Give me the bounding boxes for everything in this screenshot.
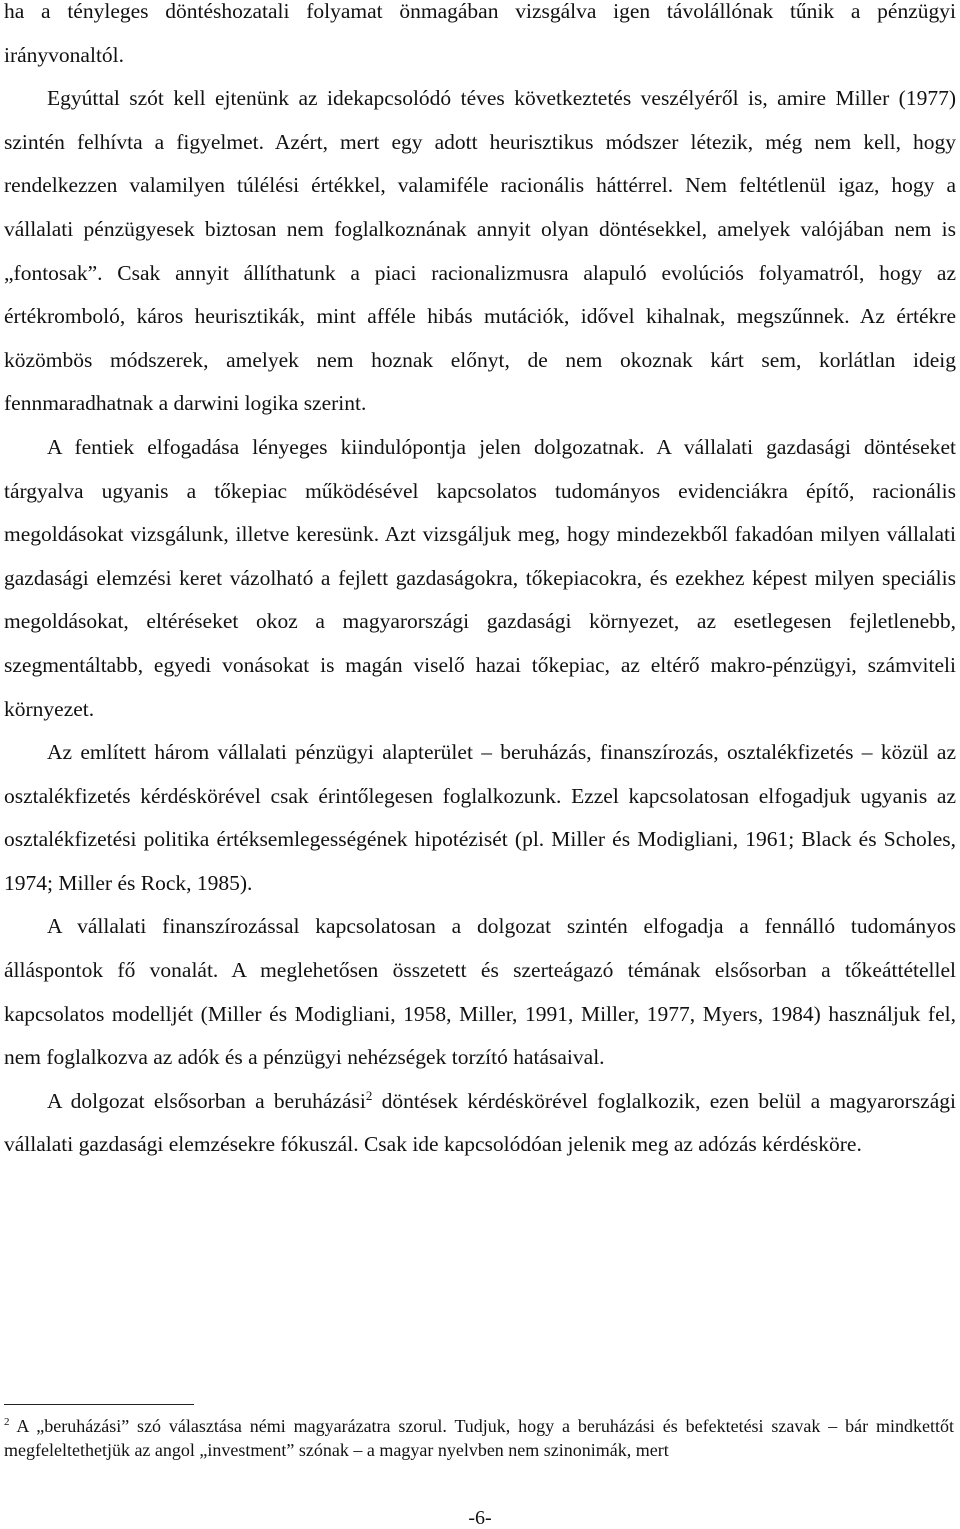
footnote-marker: 2 bbox=[4, 1416, 10, 1428]
paragraph-2: Egyúttal szót kell ejtenünk az idekapcsolódó téves következtetés veszélyéről is, amire Miller (1977) szintén felhívta a figyelmet. Azért, mert egy adott heurisztikus módszer létezik, még nem kell, hogy rendelkezzen valamilyen túlélési értékkel, valamiféle racionális háttérrel. Nem feltétlenül igaz, hogy a vállalati pénzügyesek biztosan nem foglalkoznának annyit olyan döntésekkel, amelyek valójában nem is „fontosak”. Csak annyit állíthatunk a piaci racionalizmusra alapuló evolúciós folyamatról, hogy az értékromboló, káros heurisztikák, mint afféle hibás mutációk, idővel kihalnak, megszűnnek. Az értékre közömbös módszerek, amelyek nem hoznak előnyt, de nem okoznak kárt sem, korlátlan ideig fennmaradhatnak a darwini logika szerint. bbox=[4, 86, 956, 416]
paragraph-1: ha a tényleges döntéshozatali folyamat önmagában vizsgálva igen távolállónak tűnik a pénzügyi irányvonaltól. bbox=[4, 0, 956, 67]
paragraph-6 bbox=[4, 1080, 956, 1167]
paragraph-3: A fentiek elfogadása lényeges kiindulópontja jelen dolgozatnak. A vállalati gazdasági döntéseket tárgyalva ugyanis a tőkepiac működésével kapcsolatos tudományos evidenciákra építő, racionális megoldásokat vizsgálunk, illetve keresünk. Azt vizsgáljuk meg, hogy mindezekből fakadóan milyen vállalati gazdasági elemzési keret vázolható a fejlett gazdaságokra, tőkepiacokra, és ezekhez képest milyen speciális megoldásokat, eltéréseket okoz a magyarországi gazdasági környezet, az esetlegesen fejletlenebb, szegmentáltabb, egyedi vonásokat is magán viselő hazai tőkepiac, az eltérő makro-pénzügyi, számviteli környezet. bbox=[4, 434, 956, 721]
footnote-reference[interactable]: 2 bbox=[365, 1087, 373, 1103]
paragraph-5: A vállalati finanszírozással kapcsolatosan a dolgozat szintén elfogadja a fennálló tudományos álláspontok fő vonalát. A meglehetősen összetett és szerteágazó témának elsősorban a tőkeáttétellel kapcsolatos modelljét (Miller és Modigliani, 1958, Miller, 1991, Miller, 1977, Myers, 1984) használjuk fel, nem foglalkozva az adók és a pénzügyi nehézségek torzító hatásaival. bbox=[4, 914, 956, 1070]
paragraph-4: Az említett három vállalati pénzügyi alapterület – beruházás, finanszírozás, osztalékfizetés – közül az osztalékfizetés kérdéskörével csak érintőlegesen foglalkozunk. Ezzel kapcsolatosan elfogadjuk ugyanis az osztalékfizetési politika értéksemlegességének hipotézisét (pl. Miller és Modigliani, 1961; Black és Scholes, 1974; Miller és Rock, 1985). bbox=[4, 740, 956, 895]
paragraph-6-start: A dolgozat elsősorban a beruházási bbox=[47, 1088, 366, 1113]
page-number: -6- bbox=[468, 1507, 492, 1529]
footnote-divider bbox=[4, 1404, 194, 1405]
footnote-text: A „beruházási” szó választása némi magyarázatra szorul. Tudjuk, hogy a beruházási és befektetési szavak – bár mindkettőt megfeleltethetjük az angol „investment” szónak – a magyar nyelvben nem szinonimák, mert bbox=[4, 1416, 954, 1460]
footnote bbox=[4, 1414, 954, 1462]
paragraph-6-end: döntések kérdéskörével foglalkozik, ezen belül a magyarországi vállalati gazdasági elemzésekre fókuszál. Csak ide kapcsolódóan jelenik meg az adózás kérdésköre. bbox=[4, 1088, 956, 1157]
page-body bbox=[4, 0, 956, 1167]
